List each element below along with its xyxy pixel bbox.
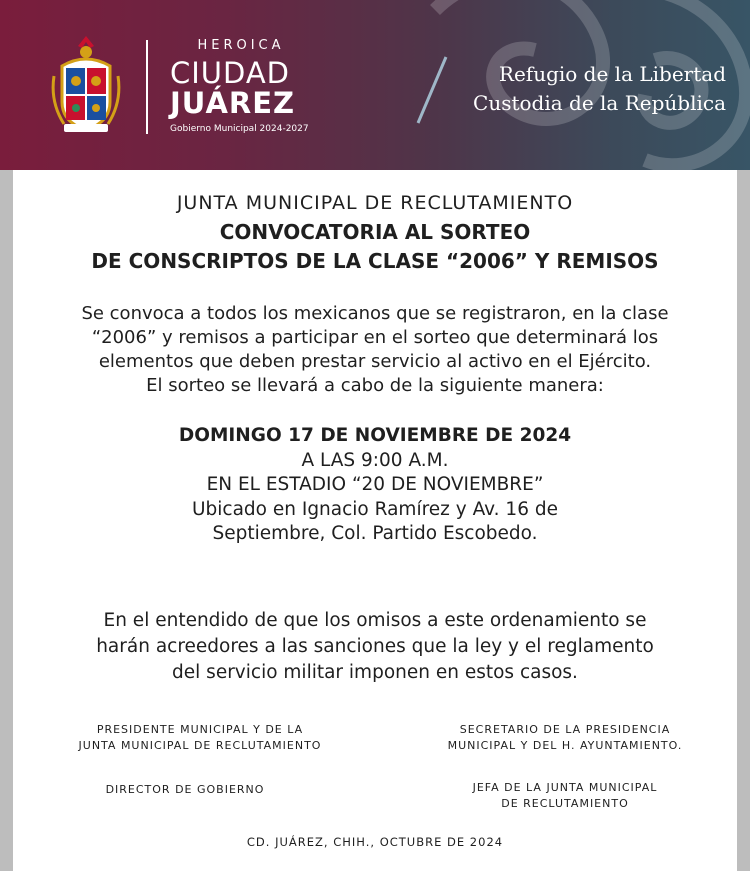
signature-line: JEFA DE LA JUNTA MUNICIPAL: [472, 781, 658, 794]
signature-line: MUNICIPAL Y DEL H. AYUNTAMIENTO.: [447, 739, 683, 752]
motto: [448, 60, 726, 118]
slash-divider: [412, 55, 452, 125]
warning-line: En el entendido de que los omisos a este ordenamiento se: [103, 610, 647, 631]
signature-jefa: [405, 780, 725, 812]
ciudad-label: CIUDAD: [170, 56, 291, 90]
header-divider: [146, 40, 148, 134]
gobierno-label: Gobierno Municipal 2024-2027: [170, 124, 309, 134]
event-date: DOMINGO 17 DE NOVIEMBRE DE 2024: [178, 425, 572, 446]
event-address-line-2: Septiembre, Col. Partido Escobedo.: [212, 523, 538, 544]
signature-presidente: [40, 722, 360, 754]
signature-line: JUNTA MUNICIPAL DE RECLUTAMIENTO: [78, 739, 322, 752]
heroica-label: HEROICA: [197, 38, 285, 53]
signature-line: PRESIDENTE MUNICIPAL Y DE LA: [96, 723, 304, 736]
motto-line-1: Refugio de la Libertad: [498, 62, 726, 86]
event-address-line-1: Ubicado en Ignacio Ramírez y Av. 16 de: [192, 498, 558, 520]
warning-line: harán acreedores a las sanciones que la ley y el reglamento: [96, 636, 654, 657]
convocatoria-title-line-2: DE CONSCRIPTOS DE LA CLASE “2006” Y REMISOS: [91, 249, 659, 273]
warning-line: del servicio militar imponen en estos casos.: [172, 662, 578, 683]
header-banner: [0, 0, 750, 170]
signature-line: DE RECLUTAMIENTO: [501, 797, 629, 810]
signature-line: SECRETARIO DE LA PRESIDENCIA: [459, 723, 671, 736]
convocatoria-title-line-1: CONVOCATORIA AL SORTEO: [219, 220, 531, 244]
signature-line: DIRECTOR DE GOBIERNO: [105, 783, 265, 796]
intro-paragraph: [40, 302, 710, 398]
event-time: A LAS 9:00 A.M.: [301, 449, 449, 471]
juarez-label: JUÁREZ: [170, 86, 296, 120]
intro-line: elementos que deben prestar servicio al activo en el Ejército.: [98, 351, 652, 372]
intro-line: “2006” y remisos a participar en el sorteo que determinará los: [91, 327, 659, 348]
intro-line: El sorteo se llevará a cabo de la siguiente manera:: [146, 375, 604, 396]
signature-secretario: [405, 722, 725, 754]
event-details: [40, 424, 710, 547]
junta-heading: JUNTA MUNICIPAL DE RECLUTAMIENTO: [176, 192, 574, 214]
intro-line: Se convoca a todos los mexicanos que se registraron, en la clase: [81, 303, 669, 324]
coat-of-arms-logo: [50, 32, 122, 136]
footer-date-location: CD. JUÁREZ, CHIH., OCTUBRE DE 2024: [246, 835, 504, 849]
warning-paragraph: [20, 608, 730, 686]
event-place: EN EL ESTADIO “20 DE NOVIEMBRE”: [206, 474, 544, 495]
motto-line-2: Custodia de la República: [473, 91, 726, 115]
signature-director: [40, 782, 330, 798]
